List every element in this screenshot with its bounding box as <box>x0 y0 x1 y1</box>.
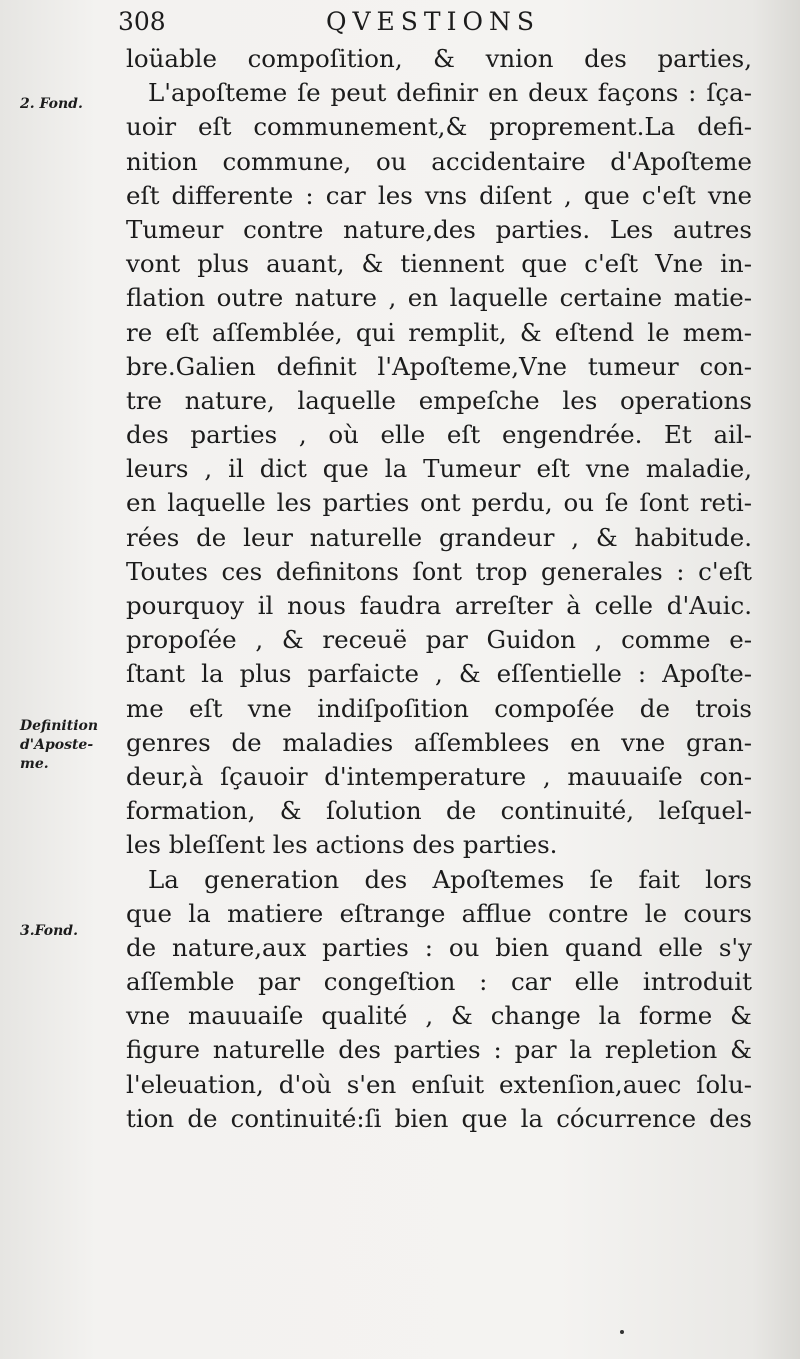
margin-note-definition <box>20 717 124 774</box>
margin-note-line: me. <box>20 756 49 772</box>
margin-note-line: 3.Fond. <box>20 923 78 939</box>
margin-note-line: Definition <box>20 718 99 734</box>
text-line: ſtant la plus parfaicte , & eſſentielle : Apoſte- <box>126 659 752 689</box>
margin-note-fond-2 <box>20 95 124 114</box>
text-line: Toutes ces definitons ſont trop generales : c'eſt <box>126 556 752 586</box>
ink-speck <box>620 1330 624 1334</box>
text-line: flation outre nature , en laquelle certaine matie- <box>126 283 752 313</box>
text-line: propoſée , & receuë par Guidon , comme e- <box>126 625 752 655</box>
text-line: genres de maladies aſſemblees en vne gran- <box>126 727 752 757</box>
text-line: rées de leur naturelle grandeur , & habitude. <box>126 522 752 552</box>
text-line: deur,à ſçauoir d'intemperature , mauuaiſe con- <box>126 761 752 791</box>
text-line: L'apoſteme ſe peut definir en deux façons : ſça- <box>148 78 752 108</box>
text-line: l'eleuation, d'où s'en enſuit extenſion,auec ſolu- <box>126 1069 752 1099</box>
text-line: re eſt aſſemblée, qui remplit, & eſtend le mem- <box>126 317 752 347</box>
text-line: bre.Galien definit l'Apoſteme,Vne tumeur con- <box>126 351 752 381</box>
body-text <box>126 42 752 1136</box>
text-line: que la matiere eſtrange afflue contre le cours <box>126 898 752 928</box>
text-line: Tumeur contre nature,des parties. Les autres <box>126 214 752 244</box>
text-line: tre nature, laquelle empeſche les operations <box>126 385 752 415</box>
text-line: figure naturelle des parties : par la repletion & <box>126 1035 752 1065</box>
text-line: des parties , où elle eſt engendrée. Et ail- <box>126 420 752 450</box>
text-line: La generation des Apoſtemes ſe fait lors <box>148 864 752 894</box>
text-line: leurs , il dict que la Tumeur eſt vne maladie, <box>126 454 752 484</box>
text-line: vont plus auant, & tiennent que c'eſt Vne in- <box>126 249 752 279</box>
running-title: QVESTIONS <box>326 7 540 36</box>
margin-note-line: 2. Fond. <box>20 96 83 112</box>
text-line: me eſt vne indiſpoſition compoſée de trois <box>126 693 752 723</box>
margin-note-line: d'Aposte- <box>20 737 94 753</box>
text-line: aſſemble par congeſtion : car elle introduit <box>126 967 752 997</box>
text-line: les bleſſent les actions des parties. <box>126 830 558 860</box>
margin-note-fond-3 <box>20 922 124 941</box>
text-line: loüable compoſition, & vnion des parties, <box>126 44 752 73</box>
text-line: nition commune, ou accidentaire d'Apoſteme <box>126 146 752 176</box>
text-line: pourquoy il nous faudra arreſter à celle d'Auic. <box>126 591 752 620</box>
page-header <box>118 6 758 38</box>
page-number: 308 <box>118 7 166 36</box>
text-line: uoir eſt communement,& proprement.La defi- <box>126 112 752 142</box>
text-line: vne mauuaiſe qualité , & change la forme & <box>126 1001 752 1031</box>
text-line: tion de continuité:ſi bien que la cócurrence des <box>126 1103 752 1133</box>
text-line: eſt differente : car les vns diſent , que c'eſt vne <box>126 180 752 210</box>
text-line: de nature,aux parties : ou bien quand elle s'y <box>126 932 752 962</box>
text-line: en laquelle les parties ont perdu, ou ſe ſont reti- <box>126 488 752 518</box>
text-line: formation, & ſolution de continuité, leſquel- <box>126 796 752 826</box>
